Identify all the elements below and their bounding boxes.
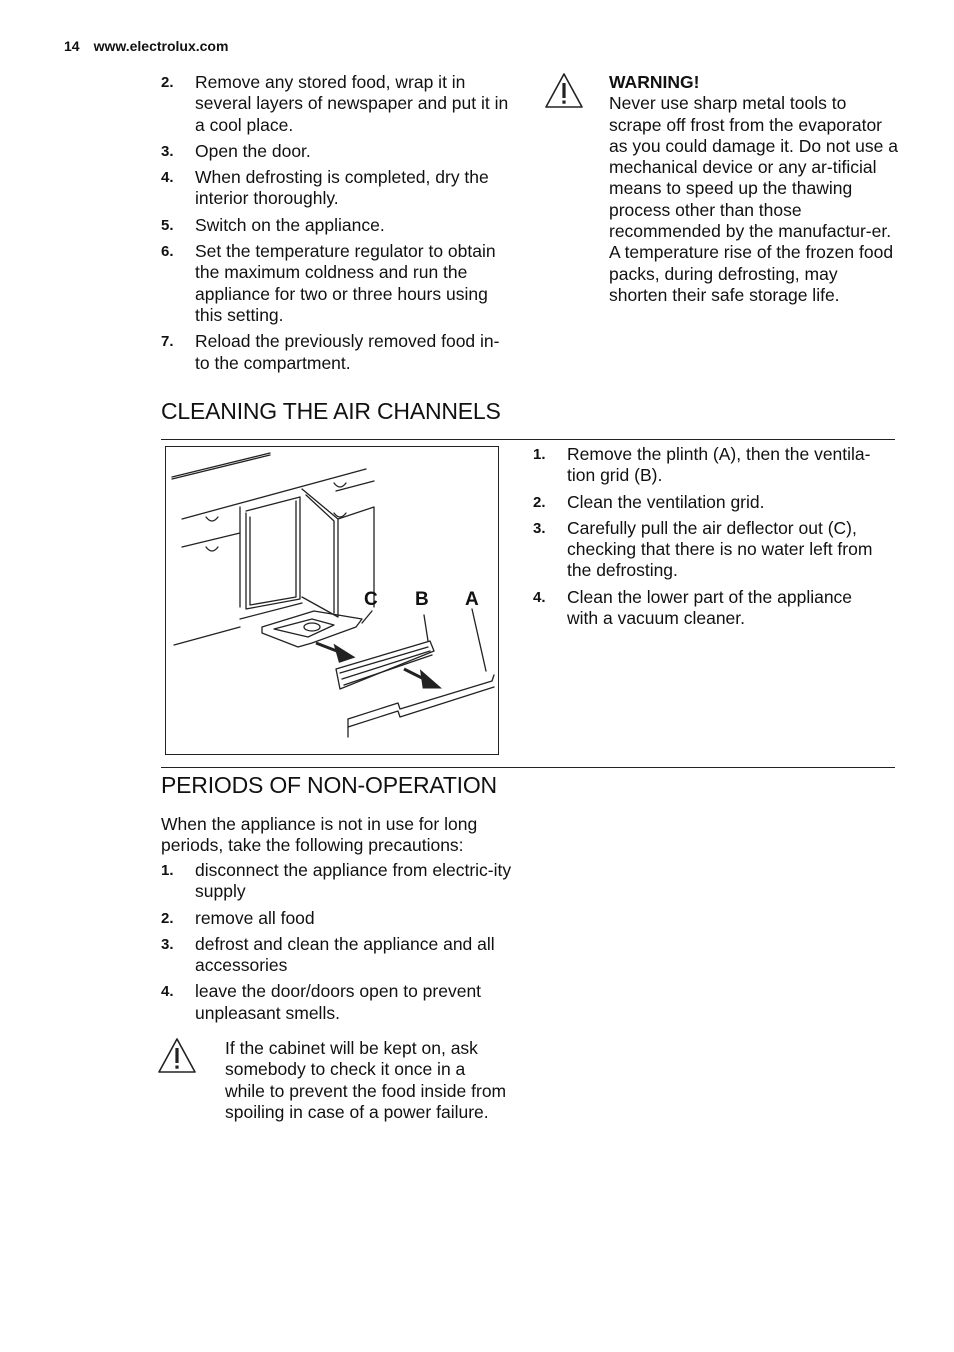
label-c: C: [364, 589, 378, 610]
step-text: Remove the plinth (A), then the ventila-tion grid (B).: [567, 444, 871, 486]
step-text: leave the door/doors open to prevent unpleasant smells.: [195, 981, 482, 1023]
step-text: Open the door.: [195, 140, 311, 161]
site-url: www.electrolux.com: [93, 38, 229, 54]
defrost-steps: [161, 72, 513, 379]
label-b: B: [415, 589, 429, 610]
step-number: 5.: [161, 216, 174, 234]
air-channels-illustration: [165, 446, 499, 755]
step-number: 3.: [161, 935, 174, 953]
non-operation-steps: [161, 860, 513, 1029]
warning-icon: [544, 72, 584, 110]
page-number: 14: [64, 38, 80, 54]
step-number: 4.: [533, 588, 546, 606]
step-text: Clean the ventilation grid.: [567, 491, 765, 512]
list-item: [161, 908, 513, 929]
step-number: 3.: [533, 519, 546, 537]
list-item: [533, 492, 883, 513]
non-operation-intro: When the appliance is not in use for long periods, take the following precautions:: [161, 814, 478, 856]
non-operation-heading: PERIODS OF NON-OPERATION: [161, 772, 497, 798]
step-text: Reload the previously removed food in-to the compartment.: [195, 331, 500, 373]
list-item: [161, 860, 513, 903]
step-number: 2.: [533, 493, 546, 511]
list-item: [533, 444, 883, 487]
caution-icon: [157, 1037, 197, 1075]
list-item: [161, 331, 513, 374]
list-item: [161, 167, 513, 210]
page-header: [64, 38, 228, 54]
step-number: 1.: [161, 862, 174, 879]
appliance-drawing: [166, 447, 498, 754]
list-item: [161, 241, 513, 326]
warning-text: Never use sharp metal tools to scrape off frost from the evaporator as you could damage it. Do not use a mechanical device or any ar-tificial means to speed up the thawing process other than those recommended by the manufactur-er. A temperature rise of the frozen food packs, during defrosting, may shorten their safe storage life.: [609, 93, 898, 305]
list-item: [533, 587, 883, 630]
step-number: 1.: [533, 446, 546, 463]
label-a: A: [465, 589, 479, 610]
step-text: Clean the lower part of the appliance with a vacuum cleaner.: [567, 586, 853, 629]
step-text: remove all food: [195, 907, 315, 928]
list-item: [161, 141, 513, 162]
step-text: When defrosting is completed, dry the interior thoroughly.: [195, 167, 489, 209]
list-item: [161, 215, 513, 236]
list-item: [161, 72, 513, 136]
step-text: Set the temperature regulator to obtain the maximum coldness and run the appliance for two or three hours using this setting.: [195, 241, 496, 325]
air-channels-steps: [533, 444, 883, 634]
step-text: Remove any stored food, wrap it in several layers of newspaper and put it in a cool place.: [195, 72, 509, 135]
list-item: [161, 981, 513, 1024]
step-number: 7.: [161, 333, 174, 351]
step-number: 4.: [161, 983, 174, 1001]
list-item: [533, 518, 883, 582]
section-divider: [161, 439, 895, 440]
caution-text: If the cabinet will be kept on, ask somebody to check it once in a while to prevent the food inside from spoiling in case of a power failure.: [225, 1038, 507, 1122]
step-text: defrost and clean the appliance and all accessories: [195, 933, 495, 976]
warning-title: WARNING!: [609, 72, 700, 92]
air-channels-heading: CLEANING THE AIR CHANNELS: [161, 398, 501, 424]
step-text: Carefully pull the air deflector out (C), checking that there is no water left from the defrosting.: [567, 517, 873, 581]
step-number: 4.: [161, 169, 174, 187]
step-number: 2.: [161, 909, 174, 927]
list-item: [161, 934, 513, 977]
step-text: disconnect the appliance from electric-ity supply: [195, 860, 512, 902]
step-number: 6.: [161, 243, 174, 261]
section-divider: [161, 767, 895, 768]
step-number: 3.: [161, 142, 174, 160]
step-text: Switch on the appliance.: [195, 214, 385, 235]
warning-block: [609, 72, 899, 306]
step-number: 2.: [161, 74, 174, 91]
